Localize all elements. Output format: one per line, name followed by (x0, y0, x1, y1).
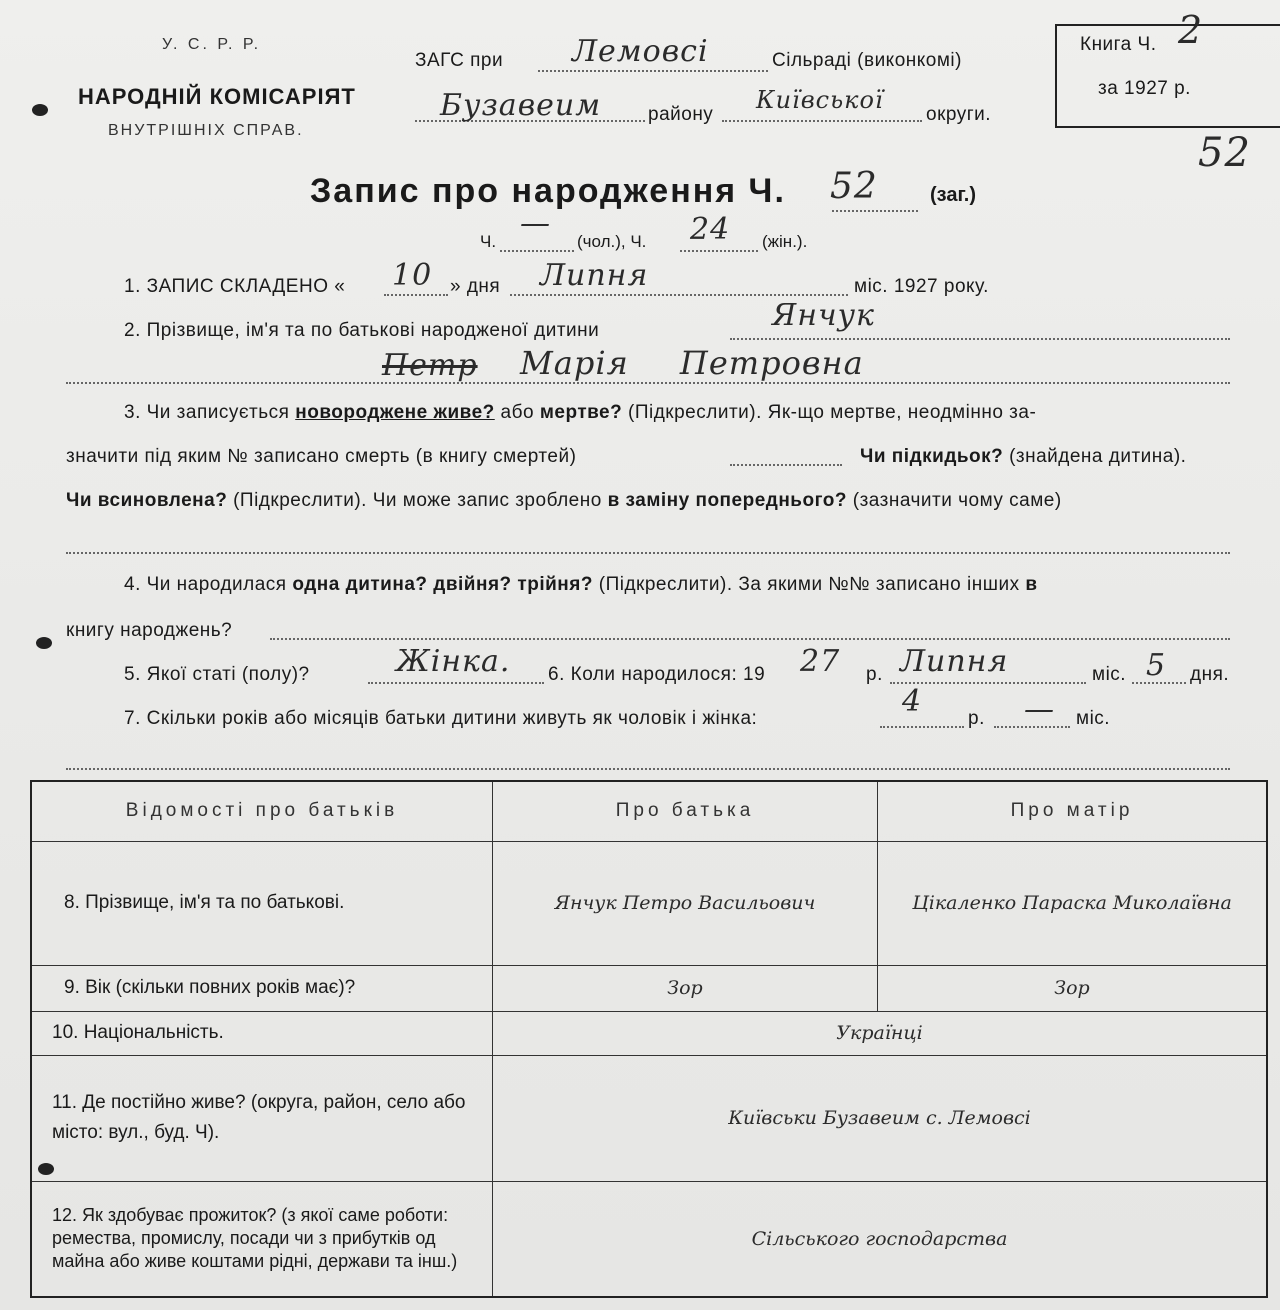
dotted-line (384, 294, 448, 296)
field3-foundling: Чи підкидьок? (860, 446, 1004, 467)
dotted-line (66, 768, 1230, 770)
field4-line2: книгу народжень? (66, 620, 233, 641)
okruga-handwriting: Київської (756, 86, 884, 114)
female-count-label: (жін.). (762, 232, 808, 251)
dotted-line (66, 552, 1230, 554)
record-title: Запис про народження Ч. (310, 172, 786, 210)
record-total-suffix: (заг.) (930, 184, 977, 206)
header-info: Відомості про батьків (31, 781, 493, 841)
punch-hole-mark (36, 637, 52, 649)
field3-line2a: значити під яким № записано смерть (в книгу смертей) (66, 446, 577, 467)
field6-r: р. (866, 664, 883, 685)
header-father: Про батька (493, 781, 878, 841)
header-mother: Про матір (878, 781, 1268, 841)
male-count-prefix: Ч. (480, 232, 497, 251)
table-row (31, 1181, 1267, 1297)
parents-table (30, 780, 1268, 1298)
field6-day-handwriting: 5 (1146, 648, 1167, 683)
field3-line1 (124, 402, 1036, 424)
field4-line1 (124, 574, 1038, 596)
row9-label: 9. Вік (скільки повних років має)? (31, 965, 493, 1011)
row10-handwriting: Українці (493, 1011, 1268, 1055)
field7-mis: міс. (1076, 708, 1111, 729)
field1-day-handwriting: 10 (392, 258, 433, 293)
field1-mid: » дня (450, 276, 501, 297)
field7-r: р. (968, 708, 985, 729)
dotted-line (730, 464, 842, 466)
corner-number-handwriting: 52 (1198, 130, 1251, 176)
field7-years-handwriting: 4 (902, 684, 923, 719)
field1-month-handwriting: Липня (540, 258, 649, 293)
field3-line3a: (Підкреслити). Чи може запис зроблено (233, 490, 602, 511)
zags-prefix: ЗАГС при (415, 50, 504, 71)
field4-in: в (1025, 574, 1038, 595)
dotted-line (730, 338, 1230, 340)
row10-label: 10. Національність. (31, 1011, 493, 1055)
punch-hole-mark (32, 104, 48, 116)
field2-label: 2. Прізвище, ім'я та по батькові народженої дитини (124, 320, 600, 341)
ussr-label: У. С. Р. Р. (162, 36, 262, 53)
village-handwriting: Лемовсі (572, 34, 709, 69)
field5-label: 5. Якої статі (полу)? (124, 664, 310, 685)
dotted-line (510, 294, 848, 296)
row9-mother-handwriting: Зор (878, 965, 1268, 1011)
dotted-line (832, 210, 918, 212)
book-number-handwriting: 2 (1178, 8, 1204, 52)
field3-line3b: (зазначити чому саме) (852, 490, 1062, 511)
field3-alive-option: новороджене живе? (295, 402, 495, 423)
field6-month-handwriting: Липня (900, 644, 1009, 679)
dotted-line (538, 70, 768, 72)
dotted-line (66, 382, 1230, 384)
row11-handwriting: Київськи Бузавеим с. Лемовсі (493, 1055, 1268, 1181)
book-year: за 1927 р. (1098, 78, 1191, 99)
field6-label: 6. Коли народилося: 19 (548, 664, 766, 685)
district-label: району (648, 104, 714, 125)
field6-mis: міс. (1092, 664, 1127, 685)
row8-mother-handwriting: Цікаленко Параска Миколаївна (878, 841, 1268, 965)
table-row (31, 965, 1267, 1011)
dotted-line (270, 638, 1230, 640)
book-label: Книга Ч. (1080, 34, 1157, 55)
field3-intro: 3. Чи записується (124, 402, 290, 423)
field3-or: або (500, 402, 535, 423)
field1-label: 1. ЗАПИС СКЛАДЕНО « (124, 276, 346, 297)
row8-label: 8. Прізвище, ім'я та по батькові. (31, 841, 493, 965)
record-number-handwriting: 52 (830, 166, 878, 207)
field2-surname-handwriting: Янчук (772, 298, 875, 333)
commissariat-label: НАРОДНІЙ КОМІСАРІЯТ (78, 84, 356, 109)
male-count-label: (чол.), Ч. (577, 232, 647, 251)
row11-label: 11. Де постійно живе? (округа, район, село або місто: вул., буд. Ч). (31, 1055, 493, 1181)
field4-intro: 4. Чи народилася (124, 574, 287, 595)
field4-rest: (Підкреслити). За якими №№ записано інших (598, 574, 1020, 595)
field4-options: одна дитина? двійня? трійня? (292, 574, 593, 595)
table-row (31, 1011, 1267, 1055)
field3-replace: в заміну попереднього? (607, 490, 847, 511)
field3-dead-option: мертве? (539, 402, 623, 423)
female-count-handwriting: 24 (690, 212, 731, 247)
table-row (31, 841, 1267, 965)
field3-foundling-line (860, 446, 1186, 468)
table-row (31, 1055, 1267, 1181)
field3-line3 (66, 490, 1062, 512)
field3-adopted: Чи всиновлена? (66, 490, 228, 511)
dotted-line (880, 726, 964, 728)
dotted-line (680, 250, 758, 252)
field7-months-handwriting: — (1024, 692, 1055, 727)
row12-handwriting: Сільського господарства (493, 1181, 1268, 1297)
row8-father-handwriting: Янчук Петро Васильович (493, 841, 878, 965)
field5-handwriting: Жінка. (396, 644, 511, 679)
male-count-handwriting: — (520, 206, 551, 241)
table-header-row (31, 781, 1267, 841)
row9-father-handwriting: Зор (493, 965, 878, 1011)
field3-line1-rest: (Підкреслити). Як-що мертве, неодмінно за- (628, 402, 1037, 423)
internal-affairs-label: ВНУТРІШНІХ СПРАВ. (108, 122, 304, 139)
field2-name-handwriting: Марія Петровна (520, 344, 864, 382)
field1-end: міс. 1927 року. (854, 276, 989, 297)
village-suffix: Сільраді (виконкомі) (772, 50, 962, 71)
field2-struck-handwriting: Петр (382, 348, 478, 383)
dotted-line (368, 682, 544, 684)
dotted-line (500, 250, 574, 252)
field3-line2b: (знайдена дитина). (1009, 446, 1187, 467)
field6-year-handwriting: 27 (800, 644, 841, 679)
dotted-line (722, 120, 922, 122)
field6-dnia: дня. (1190, 664, 1230, 685)
field7-label: 7. Скільки років або місяців батьки дитини живуть як чоловік і жінка: (124, 708, 758, 729)
okruga-label: округи. (926, 104, 992, 125)
district-handwriting: Бузавеим (440, 88, 602, 123)
row12-label: 12. Як здобуває прожиток? (з якої саме роботи: ремества, промислу, посади чи з прибутків од майна або живе коштами рідні, держави та інш.) (31, 1181, 493, 1297)
